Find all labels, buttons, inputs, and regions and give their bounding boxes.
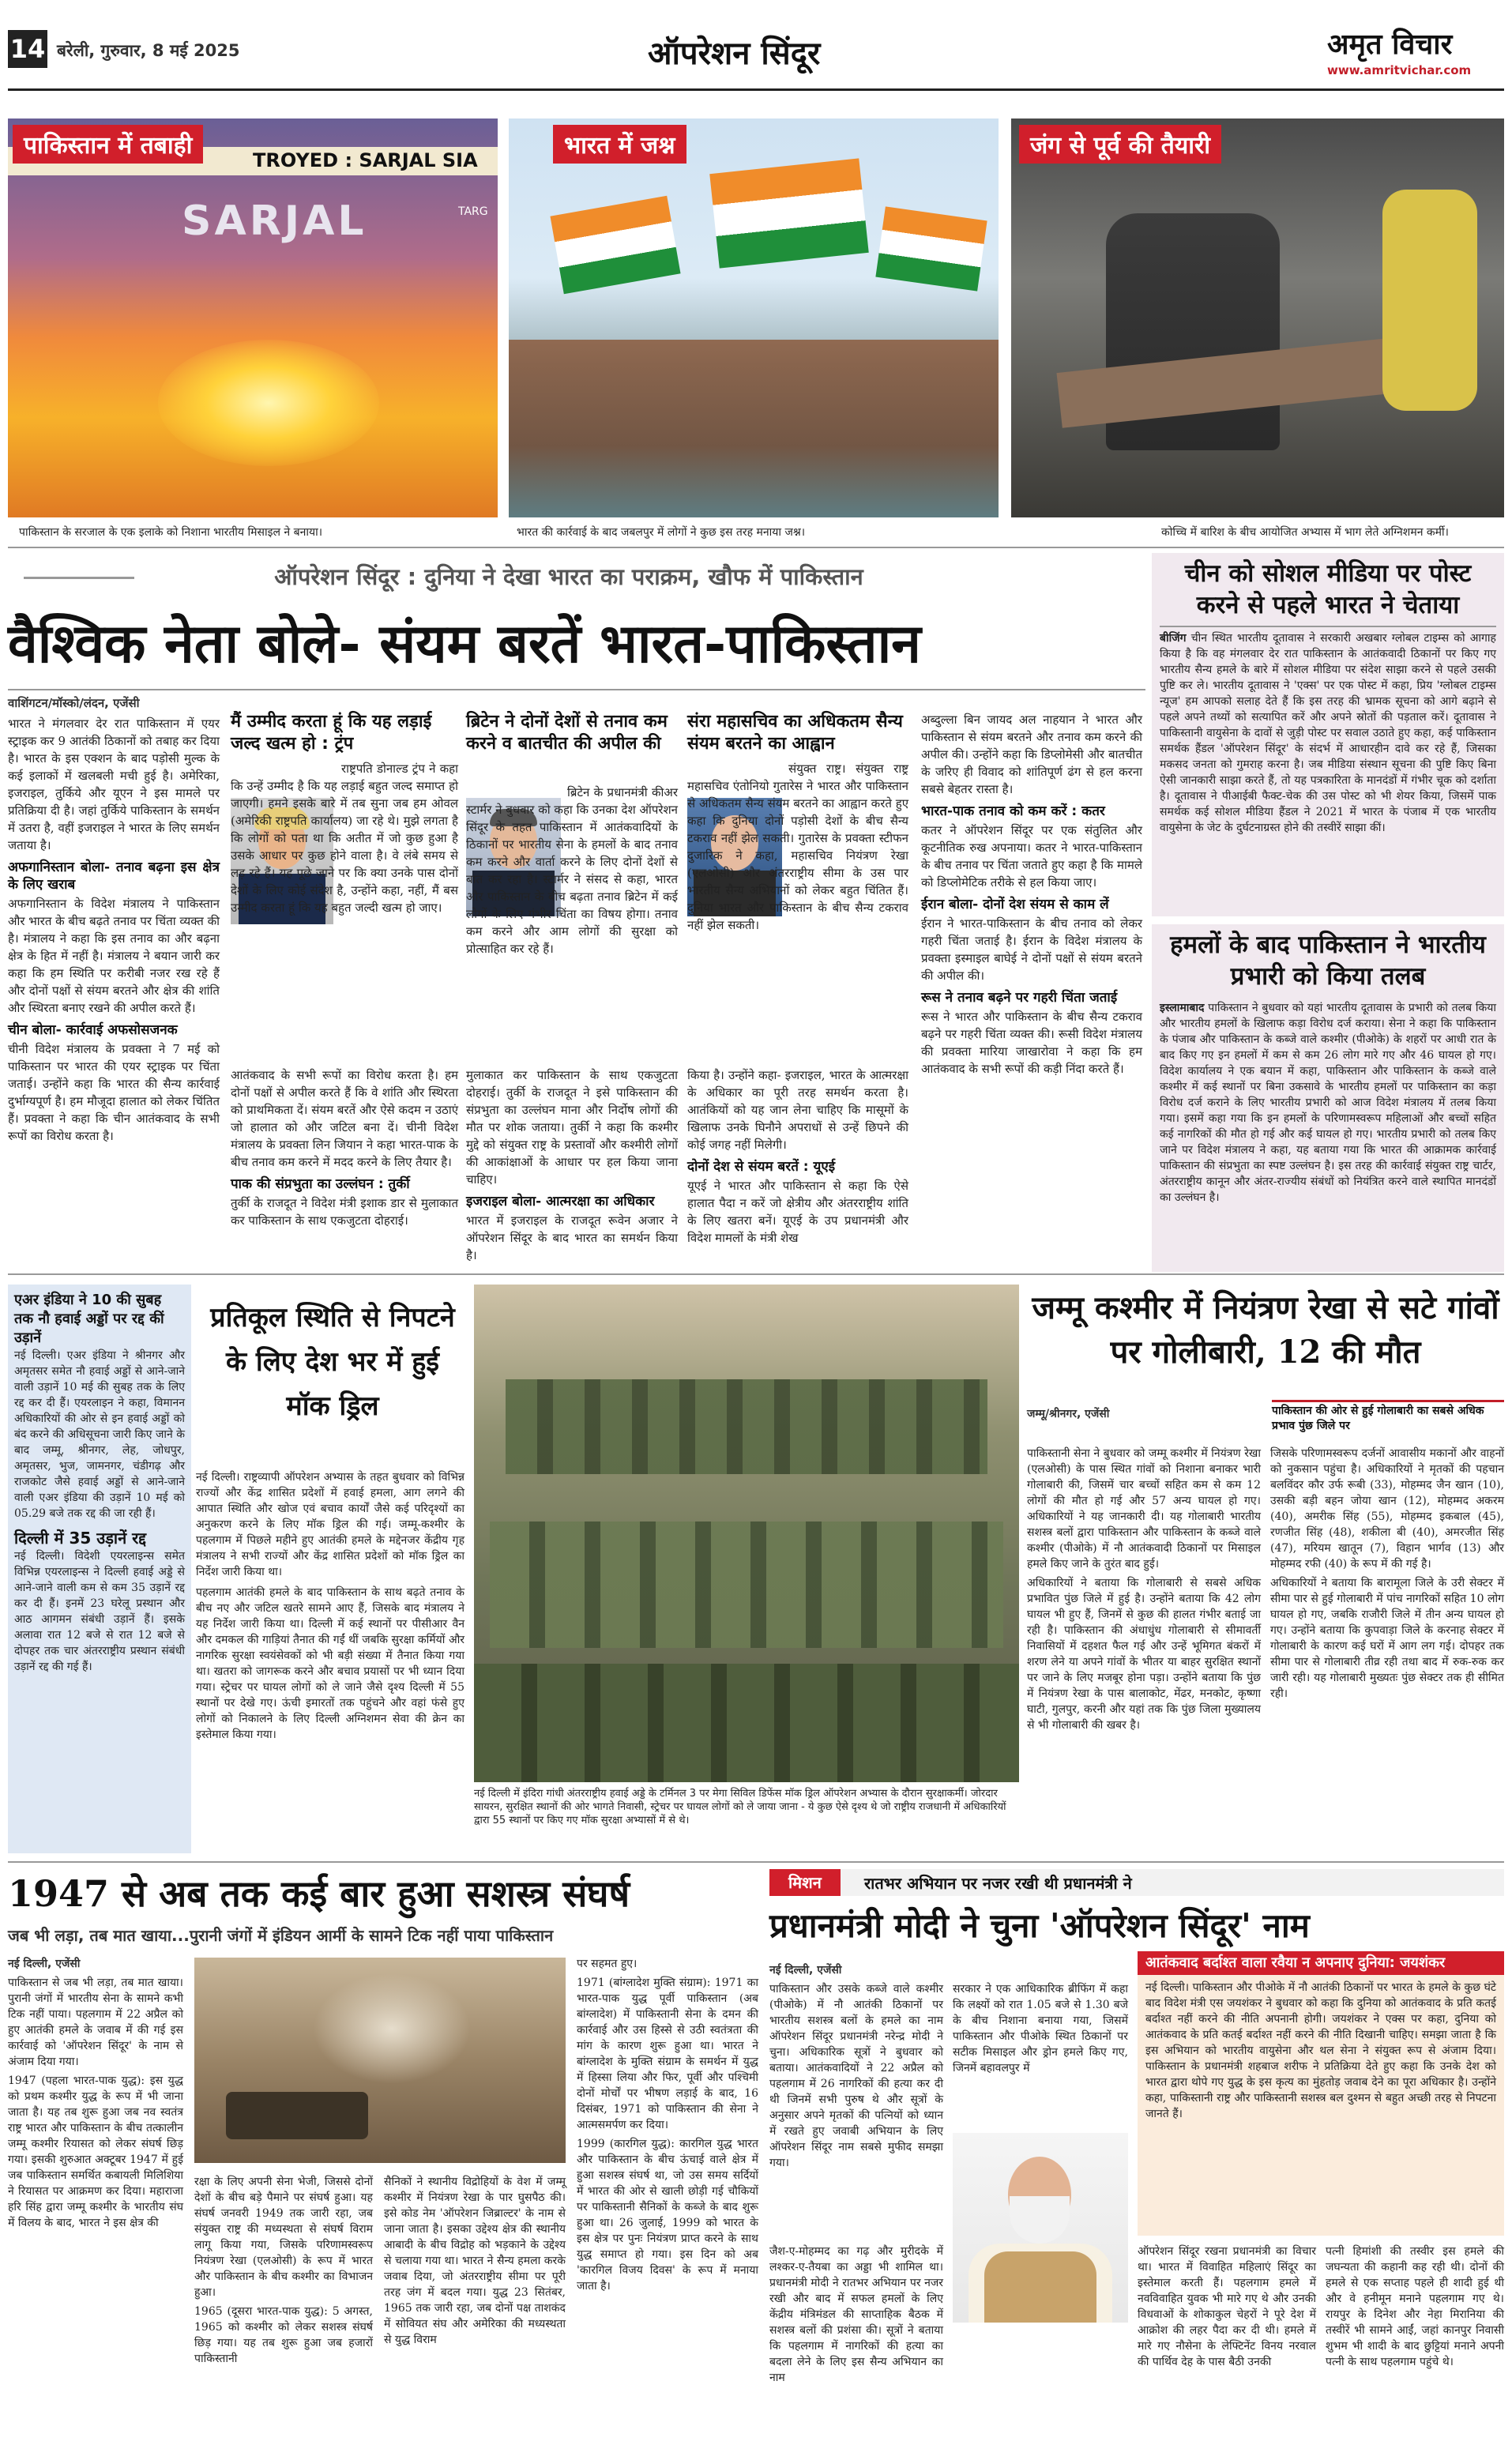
history-headline: 1947 से अब तक कई बार हुआ सशस्त्र संघर्ष [8, 1872, 630, 1915]
overlay-text: TROYED : SARJAL SIA [253, 149, 478, 171]
modi-dateline: नई दिल्ली, एजेंसी [769, 1964, 842, 1977]
modi-kicker: रातभर अभियान पर नजर रखी थी प्रधानमंत्री ने [864, 1874, 1132, 1893]
jk-text2: अधिकारियों ने बताया कि गोलाबारी से सबसे अधिक प्रभावित पुंछ जिले में हुई है। उन्होंने बताया कि 42 लोग घायल भी हुए हैं, जिनमें से कुछ की हालत गंभीर बताई जा रही है। पाकिस्तान की अंधाधुंध गोलाबारी से सीमावर्ती निवासियों में दहशत फैल गई और उन्हें भूमिगत बंकरों में शरण लेने या अपने गांवों के भीतर या बाहर सुरक्षित स्थानों पर जाने के लिए मजबूर होना पड़ा। उन्होंने बताया कि पुंछ में नियंत्रण रेखा के पास बालाकोट, मेंढर, मनकोट, कृष्णा घाटी, गुलपुर, करनी और यहां तक कि पुंछ जिला मुख्यालय से भी गोलाबारी की खबर है। [1027, 1577, 1261, 1732]
rule-bottom [8, 1861, 1504, 1863]
mock-text2: पहलगाम आतंकी हमले के बाद पाकिस्तान के साथ बढ़ते तनाव के बीच नए और जटिल खतरे सामने आए हैं, जिसके बाद मंत्रालय ने यह निर्देश जारी किया था। दिल्ली में कई स्थानों पर पीसीआर वैन और दमकल की गाड़ियां तैनात की गईं थीं जबकि सुरक्षा कर्मियों और नागरिक सुरक्षा स्वयंसेवकों को भी बड़ी संख्या में तैनात किया गया था। खतरा को जागरूक करने और बचाव प्रयासों पर भी ध्यान दिया गया। स्ट्रेचर पर घायल लोगों को ले जाने जैसे दृश्य दिल्ली में 55 स्थानों पर देखे गए। ऊंची इमारतों तक पहुंचने और वहां फंसे हुए लोगों को निकालने के लिए दिल्ली अग्निशमन सेवा की क्रेन का इस्तेमाल किया गया। [196, 1586, 465, 1741]
air-box [8, 1285, 191, 1853]
history-col1-p: पाकिस्तान से जब भी लड़ा, तब मात खाया। पुरानी जंगों में भारतीय सेना के सामने कभी टिक नहीं पाया। पहलगाम में 22 अप्रैल को हुए आतंकी हमले के जवाब में की गई इस कार्रवाई को 'ऑपरेशन सिंदूर' के नाम से अंजाम दिया गया। [8, 1977, 183, 2068]
lead-kicker [142, 559, 995, 596]
strike-glow [158, 340, 379, 466]
china-body [1160, 630, 1496, 912]
lead-b2-col3 [687, 1066, 908, 1245]
rule-under-photos [8, 547, 1504, 548]
history-col2-b: 1965 (दूसरा भारत-पाक युद्ध): 5 अगस्त, 1965 को कश्मीर को लेकर सशस्त्र संघर्ष छिड़ गया। यह तब शुरू हुआ जब हजारों पाकिस्तानी [194, 2305, 373, 2365]
modi-headline: प्रधानमंत्री मोदी ने चुना 'ऑपरेशन सिंदूर' नाम [769, 1906, 1310, 1945]
tag-india-celebration: भारत में जश्न [553, 125, 686, 164]
pak-body [1160, 1000, 1496, 1267]
china-text: चीन स्थित भारतीय दूतावास ने सरकारी अखबार ग्लोबल टाइम्स को आगाह किया है कि वह मंगलवार देर रात पाकिस्तान के आतंकवादी ठिकानों पर किए गए भारतीय सैन्य हमले के बारे में सोशल मीडिया पर संदेश साझा करने से पहले उसकी पुष्टि कर ले। भारतीय दूतावास ने 'एक्स' पर एक पोस्ट में कहा, प्रिय 'ग्लोबल टाइम्स न्यूज' हम आपको सलाह देते हैं कि इस तरह की भ्रामक सूचना को आगे बढ़ाने से पहले अपने तथ्यों को सत्यापित करें और अपने स्रोतों की पड़ताल करें। दूतावास ने पाकिस्तानी वायुसेना के दावों से जुड़ी पोस्ट पर सवाल उठाते हुए कहा, कई पाकिस्तान समर्थक हैंडल 'ऑपरेशन सिंदूर' के संदर्भ में आधारहीन दावे कर रहे हैं, जिसका मकसद जनता को गुमराह करना है। जब मीडिया संस्थान सूचना की पुष्टि किए बिना ऐसी जानकारी साझा करते हैं, तो यह पत्रकारिता के मानदंडों में गंभीर चूक को दर्शाता है। दूतावास ने पीआईबी फैक्ट-चेक की उस पोस्ट को भी शेयर किया, जिसमें पाक समर्थक कई सोशल मीडिया हैंडल ने 2021 में भारत के पंजाब में एक भारतीय वायुसेना के जेट के दुर्घटनाग्रस्त होने की तस्वीरें साझा कीं। [1160, 632, 1496, 834]
jk-side-title: पाकिस्तान की ओर से हुई गोलाबारी का सबसे अधिक प्रभाव पुंछ जिले पर [1272, 1400, 1504, 1434]
history-col2 [194, 2174, 373, 2435]
flag-3 [875, 206, 987, 291]
flag-1 [550, 196, 680, 295]
jk-text1: पाकिस्तानी सेना ने बुधवार को जम्मू कश्मीर में नियंत्रण रेखा (एलओसी) के पास स्थित गांवों को निशाना बनाकर भारी गोलाबारी की, जिसमें चार बच्चों सहित कम से कम 12 लोगों की मौत हो गई और 57 अन्य घायल हो गए। अधिकारियों ने यह जानकारी दी। यह गोलाबारी भारतीय सशस्त्र बलों द्वारा पाकिस्तान और पाकिस्तान के कब्जे वाले कश्मीर (पीओके) में नौ आतंकवादी ठिकानों पर मिसाइल हमले किए जाने के तुरंत बाद हुई। [1027, 1447, 1261, 1570]
history-col2-p: रक्षा के लिए अपनी सेना भेजी, जिससे दोनों देशों के बीच बड़े पैमाने पर संघर्ष हुआ। यह संघर्ष जनवरी 1949 तक जारी रहा, जब संयुक्त राष्ट्र की मध्यस्थता से संघर्ष विराम लागू किया गया, जिसके परिणामस्वरूप नियंत्रण रेखा (एलओसी) के रूप में भारत और पाकिस्तान के बीच कश्मीर का विभाजन हुआ। [194, 2176, 373, 2299]
tag-war-preparation: जंग से पूर्व की तैयारी [1019, 125, 1221, 164]
history-dateline: नई दिल्ली, एजेंसी [8, 1958, 81, 1970]
brand-url: www.amritvichar.com [1327, 63, 1472, 77]
lead-b2-col1-h: पाक की संप्रभुता का उल्लंघन : तुर्की [231, 1176, 410, 1192]
pak-box [1152, 924, 1504, 1272]
photo-jabalpur-celebration [509, 118, 999, 517]
china-place: बीजिंग [1160, 632, 1187, 645]
history-col3-p: सैनिकों ने स्थानीय विद्रोहियों के वेश में जम्मू कश्मीर में नियंत्रण रेखा के पार घुसपैठ की। इसे कोड नेम 'ऑपरेशन जिब्राल्टर' के नाम से जाना जाता है। इसका उद्देश्य क्षेत्र की स्थानीय आबादी के बीच विद्रोह को भड़काने के उद्देश्य से चलाया गया था। भारत ने सैन्य हमला करके जवाब दिया, जो अंतरराष्ट्रीय सीमा पर पूरी तरह जंग में बदल गया। युद्ध 23 सितंबर, 1965 तक जारी रहा, जब दोनों पक्ष ताशकंद में सोवियत संघ और अमेरिका की मध्यस्थता से युद्ध विराम [384, 2176, 566, 2346]
caption-mock: नई दिल्ली में इंदिरा गांधी अंतरराष्ट्रीय हवाई अड्डे के टर्मिनल 3 पर मेगा सिविल डिफेंस मॉक ड्रिल ऑपरेशन अभ्यास के दौरान सुरक्षाकर्मी। जोरदार सायरन, सुरक्षित स्थानों की ओर भागते निवासी, स्ट्रेचर पर घायल लोगों को ले जाया जाना - ये कुछ ऐसे दृश्य थे जो राष्ट्रीय राजधानी में अधिकारियों द्वारा 55 स्थानों पर किए गए मॉक सुरक्षा अभ्यासों में से थे। [474, 1788, 1006, 1826]
modi-tag: मिशन [769, 1869, 841, 1896]
jaishankar-box [1138, 1951, 1504, 2236]
china-rule [1160, 626, 1496, 627]
lead-col1-h2: चीन बोला- कार्रवाई अफसोसजनक [8, 1022, 178, 1038]
mock-text1: नई दिल्ली। राष्ट्रव्यापी ऑपरेशन अभ्यास के तहत बुधवार को विभिन्न राज्यों और केंद्र शासित प्रदेशों में हवाई हमला, आग लगने की आपात स्थिति और खोज एवं बचाव कार्यों जैसे कई परिदृश्यों का अनुकरण करने के लिए मॉक ड्रिल की गई। जम्मू-कश्मीर के पहलगाम में पिछले महीने हुए आतंकी हमले के मद्देनजर केंद्रीय गृह मंत्रालय ने सभी राज्यों और केंद्र शासित प्रदेशों को मॉक ड्रिल का निर्देश जारी किया था। [196, 1471, 465, 1578]
lead-headline: वैश्विक नेता बोले- संयम बरतें भारत-पाकिस्तान [8, 612, 921, 675]
pak-text: पाकिस्तान ने बुधवार को यहां भारतीय दूतावास के प्रभारी को तलब किया और भारतीय हमलों के खिलाफ कड़ा विरोध दर्ज कराया। सेना ने कहा कि पाकिस्तान के पंजाब और पाकिस्तान के कब्जे वाले कश्मीर (पीओके) के शहरों पर आधी रात के बाद किए गए इन हमलों में कम से कम 26 लोग मारे गए और 46 घायल हो गए। विदेश कार्यालय ने एक बयान में कहा, पाकिस्तान और पाकिस्तान के कब्जे वाले कश्मीर में कई स्थानों पर बिना उकसावे के भारतीय हमलों पर पाकिस्तान का कड़ा विरोध दर्ज कराने के लिए भारतीय प्रभारी को आज विदेश मंत्रालय में तलब किया गया। इसमें कहा गया कि इन हमलों के परिणामस्वरूप महिलाओं और बच्चों सहित कई नागरिकों की मौत हो गई और कई घायल हो गए। भारतीय प्रभारी को तलब किए जाने पर विदेश मंत्रालय ने कहा, यह बताया गया कि भारत की आक्रामक कार्रवाई पाकिस्तान की संप्रभुता का स्पष्ट उल्लंघन है। इस तरह की कार्रवाई संयुक्त राष्ट्र चार्टर, अंतरराष्ट्रीय कानून और अंतर-राज्यीय संबंधों को नियंत्रित करने वाले स्थापित मानदंडों का उल्लंघन है। [1160, 1002, 1496, 1204]
jk-dateline: जम्मू/श्रीनगर, एजेंसी [1027, 1408, 1110, 1420]
lead-col5-h1: भारत-पाक तनाव को कम करें : कतर [921, 803, 1105, 819]
lead-col5 [921, 711, 1142, 1224]
rule-lead [8, 689, 1145, 690]
brand-logo: अमृत विचार [1327, 28, 1453, 61]
smoke [313, 1973, 471, 2084]
caption-sarjal: पाकिस्तान के सरजाल के एक इलाके को निशाना भारतीय मिसाइल ने बनाया। [19, 526, 323, 539]
crowd [509, 340, 999, 517]
air-p2: नई दिल्ली। विदेशी एयरलाइन्स समेत विभिन्न एयरलाइन्स ने दिल्ली हवाई अड्डे से आने-जाने वाली कम से कम 35 उड़ानें रद्द कर दी हैं। इनमें 23 घरेलू प्रस्थान और आठ आगमन संबंधी उड़ानें हैं। इसके अलावा रात 12 बजे से रात 12 बजे से दोपहर तक चार अंतरराष्ट्रीय प्रस्थान संबंधी उड़ानें रद्द की गई हैं। [14, 1550, 185, 1673]
soldier-row-1 [506, 1379, 987, 1474]
jk-text3: जिसके परिणामस्वरूप दर्जनों आवासीय मकानों और वाहनों को नुकसान पहुंचा है। अधिकारियों ने मृतकों की पहचान बलविंदर कौर उर्फ रूबी (33), मोहम्मद जैन खान (10), उसकी बड़ी बहन जोया खान (12), मोहम्मद अकरम (40), अमरीक सिंह (55), मोहम्मद इकबाल (45), रणजीत सिंह (48), शकीला बी (40), अमरजीत सिंह (47), मरियम खातून (7), विहान भार्गव (13) और मोहम्मद रफी (40) के रूप में की गई है। [1270, 1447, 1504, 1570]
lead-col5-p4: रूस ने भारत और पाकिस्तान के बीच सैन्य टकराव बढ़ने पर गहरी चिंता व्यक्त की। रूसी विदेश मंत्रालय की प्रवक्ता मारिया जाखारोवा ने कहा कि हम आतंकवाद के सभी रूपों की कड़ी निंदा करते हैं। [921, 1010, 1142, 1076]
history-col4-b: 1971 (बांग्लादेश मुक्ति संग्राम): 1971 का भारत-पाक युद्ध पूर्वी पाकिस्तान (अब बांग्लादेश) में पाकिस्तानी सेना के दमन की कार्रवाई और उस हिस्से से उठी स्वतंत्रता की मांग के कारण शुरू हुआ था। भारत ने बांग्लादेश के मुक्ति संग्राम के समर्थन में युद्ध में हिस्सा लिया और फिर, पूर्वी और पश्चिमी दोनों मोर्चों पर भीषण लड़ाई के बाद, 16 दिसंबर, 1971 को पाकिस्तान की सेना ने आत्मसमर्पण कर दिया। [577, 1977, 758, 2131]
jacket [984, 2251, 1096, 2323]
china-box [1152, 553, 1504, 916]
air-h1: एअर इंडिया ने 10 की सुबह तक नौ हवाई अड्डों पर रद्द कीं उड़ानें [14, 1292, 164, 1346]
photo-modi [953, 2133, 1128, 2323]
lead-b2-col1 [231, 1066, 458, 1228]
modi-col5: पत्नी हिमांशी की तस्वीर इस हमले की जघन्यता की कहानी कह रही थी। दोनों की हमले से एक सप्ताह पहले ही शादी हुई थी और वे हनीमून मनाने पहलगाम गए थे। रायपुर के दिनेश और नेहा मिरानिया की तस्वीरें भी सामने आईं, जहां कानपुर निवासी शुभम भी शादी के बाद छुट्टियां मनाने अपनी पत्नी के साथ पहलगाम पहुंचे थे। [1326, 2245, 1504, 2368]
air-h2: दिल्ली में 35 उड़ानें रद्द [14, 1529, 147, 1548]
lead-b2-col1-p: आतंकवाद के सभी रूपों का विरोध करता है। हम दोनों पक्षों से अपील करते हैं कि वे शांति और स्थिरता को प्राथमिकता दें। संयम बरतें और ऐसे कदम न उठाएं जो हालात को और जटिल बना दें। चीनी विदेश मंत्रालय के प्रवक्ता लिन जियान ने कहा भारत-पाक के बीच तनाव कम करने में मदद करने के लिए तैयार है। [231, 1068, 458, 1169]
pak-headline: हमलों के बाद पाकिस्तान ने भारतीय प्रभारी को किया तलब [1170, 931, 1486, 991]
jk-text4: अधिकारियों ने बताया कि बारामूला जिले के उरी सेक्टर में सीमा पार से हुई गोलाबारी में पांच नागरिकों सहित 10 लोग घायल हो गए, जबकि राजौरी जिले में तीन अन्य घायल हो गए। उन्होंने बताया कि कुपवाड़ा जिले के करनाह सेक्टर में गोलाबारी के कारण कई घरों में आग लग गई। दोपहर तक सीमा पार से गोलाबारी तीव्र रही तथा बाद में रुक-रुक कर जारी रही। यह गोलाबारी मुख्यतः पुंछ सेक्टर तक ही सीमित रही। [1270, 1577, 1504, 1700]
lead-b2-col3-h: दोनों देश से संयम बरतें : यूएई [687, 1159, 836, 1175]
lead-b2-col1-p2: तुर्की के राजदूत ने विदेश मंत्री इशाक डार से मुलाकात कर पाकिस्तान के साथ एकजुटता दोहराई। [231, 1196, 458, 1228]
overlay-sarjal: SARJAL [182, 197, 367, 245]
kicker-line-left [24, 577, 134, 579]
photo-kochi-drill [1011, 118, 1504, 517]
rule-mid [8, 1273, 1504, 1275]
lead-kicker-text: ऑपरेशन सिंदूर : दुनिया ने देखा भारत का पराक्रम, खौफ में पाकिस्तान [274, 563, 863, 590]
china-headline: चीन को सोशल मीडिया पर पोस्ट करने से पहले भारत ने चेताया [1184, 559, 1472, 619]
jaishankar-text: नई दिल्ली। पाकिस्तान और पीओके में नौ आतंकी ठिकानों पर भारत के हमले के कुछ घंटे बाद विदेश मंत्री एस जयशंकर ने बुधवार को कहा कि दुनिया को आतंकवाद के प्रति कतई बर्दाश्त नहीं करने की नीति अपनानी होगी। जयशंकर ने एक्स पर कहा, दुनिया को आतंकवाद के प्रति कतई बर्दाश्त नहीं करने की नीति दिखानी चाहिए। समझा जाता है कि इस अभियान को भारतीय वायुसेना और थल सेना ने संयुक्त रूप से अंजाम दिया। पाकिस्तान के प्रधानमंत्री शहबाज शरीफ ने प्रतिक्रिया देते हुए कहा कि उनके देश को भारत द्वारा थोपे गए युद्ध के इस कृत्य का मुंहतोड़ जवाब देने का पूरा अधिकार है। उन्होंने कहा, पाकिस्तानी राष्ट्र और पाकिस्तानी सशस्त्र बल दुश्मन से बहुत अच्छी तरह से निपटना जानते हैं। [1145, 1981, 1496, 2120]
soldier-row-2 [490, 1522, 1003, 1648]
lead-col1-p2: अफगानिस्तान के विदेश मंत्रालय ने पाकिस्तान और भारत के बीच बढ़ते तनाव पर चिंता व्यक्त की है। मंत्रालय ने कहा कि इस तनाव का और बढ़ना क्षेत्र के हित में नहीं है। मंत्रालय ने बयान जारी कर कहा कि हम स्थिति पर करीबी नजर रख रहे हैं और दोनों पक्षों से संयम बरतने और क्षेत्र की शांति और स्थिरता बनाए रखने की अपील करते हैं। [8, 897, 220, 1015]
mock-headline: प्रतिकूल स्थिति से निपटने के लिए देश भर में हुई मॉक ड्रिल [210, 1302, 455, 1422]
mock-body [196, 1469, 465, 1856]
rescuer-right [1382, 190, 1477, 411]
trump-head: मैं उम्मीद करता हूं कि यह लड़ाई जल्द खत्म हो : ट्रंप [231, 712, 432, 754]
lead-b2-col2 [466, 1066, 678, 1262]
uk-box [466, 711, 678, 1059]
photo-mock-drill [474, 1285, 1019, 1782]
history-col1 [8, 1975, 183, 2433]
air-p1: नई दिल्ली। एअर इंडिया ने श्रीनगर और अमृतसर समेत नौ हवाई अड्डों से आने-जाने वाली उड़ानें 10 मई की सुबह तक के लिए रद्द कर दी हैं। एयरलाइन ने कहा, विमानन अधिकारियों की ओर से इन हवाई अड्डों को बंद करने की अधिसूचना जारी किए जाने के बाद जम्मू, श्रीनगर, लेह, जोधपुर, अमृतसर, भुज, जामनगर, चंडीगढ़ और राजकोट जैसे हवाई अड्डों से आने-जाने वाली एअर इंडिया की उड़ानें 10 मई को 05.29 बजे तक रद्द की जा रही हैं। [14, 1349, 185, 1520]
photo-sarjal-strike [8, 118, 498, 517]
trump-text: राष्ट्रपति डोनाल्ड ट्रंप ने कहा कि उन्हें उम्मीद है कि यह लड़ाई बहुत जल्द समाप्त हो जाएगी। हमने इसके बारे में तब सुना जब हम ओवल (अमेरिकी राष्ट्रपति कार्यालय) जा रहे थे। मुझे लगता है कि लोगों को पता था कि अतीत में जो कुछ हुआ है उसके आधार पर कुछ होने वाला है। वे लंबे समय से लड़ रहे हैं। यह पूछे जाने पर कि क्या उनके पास दोनों देशों के लिए कोई संदेश है, उन्होंने कहा, नहीं, मैं बस उम्मीद करता हूं कि यह बहुत जल्दी खत्म हो जाए। [231, 762, 458, 915]
history-col4-c: 1999 (कारगिल युद्ध): कारगिल युद्ध भारत और पाकिस्तान के बीच ऊंचाई वाले क्षेत्र में हुआ सशस्त्र संघर्ष था, जो उस समय सर्दियों में भारत की ओर से खाली छोड़ी गई चौकियों पर पाकिस्तानी सैनिकों के कब्जे के बाद शुरू हुआ था। 26 जुलाई, 1999 को भारत के इस क्षेत्र पर पुनः नियंत्रण प्राप्त करने के साथ युद्ध समाप्त हो गया। इस दिन को अब 'कारगिल विजय दिवस' के रूप में मनाया जाता है। [577, 2138, 758, 2293]
lead-dateline: वाशिंगटन/मॉस्को/लंदन, एजेंसी [8, 696, 140, 710]
history-col4 [577, 1956, 758, 2435]
lead-b2-col2-p: मुलाकात कर पाकिस्तान के साथ एकजुटता दोहराई। तुर्की के राजदूत ने इसे पाकिस्तान की संप्रभुता का उल्लंघन माना और निर्दोष लोगों की मौत पर शोक जताया। तुर्की ने कहा कि कश्मीर मुद्दे को संयुक्त राष्ट्र के प्रस्तावों और कश्मीरी लोगों की आकांक्षाओं के आधार पर हल किया जाना चाहिए। [466, 1068, 678, 1187]
modi-col2: सरकार ने एक आधिकारिक ब्रीफिंग में कहा कि लक्ष्यों को रात 1.05 बजे से 1.30 बजे के बीच निशाना बनाया गया, जिसमें पाकिस्तान और पीओके स्थित ठिकानों पर सटीक मिसाइल और ड्रोन हमले किए गए, जिनमें बहावलपुर में [953, 1983, 1128, 2074]
pak-place: इस्लामाबाद [1160, 1002, 1205, 1014]
modi-col1: पाकिस्तान और उसके कब्जे वाले कश्मीर (पीओके) में नौ आतंकी ठिकानों पर भारतीय सशस्त्र बलों के हमले का नाम ऑपरेशन सिंदूर प्रधानमंत्री नरेन्द्र मोदी ने चुना। अधिकारिक सूत्रों ने बुधवार को बताया। आतंकवादियों ने 22 अप्रैल को पहलगाम में 26 नागरिकों की हत्या कर दी थी जिनमें सभी पुरुष थे और सूत्रों के अनुसार अपने मृतकों की पत्नियों को ध्यान में रखते हुए जवाबी अभियान के लिए ऑपरेशन सिंदूर नाम सबसे मुफीद समझा गया। [769, 1983, 943, 2169]
overlay-targ: TARG [458, 205, 488, 218]
history-col1-b: 1947 (पहला भारत-पाक युद्ध): इस युद्ध को प्रथम कश्मीर युद्ध के रूप में भी जाना जाता है। यह तब शुरू हुआ जब नव स्वतंत्र राष्ट्र भारत और पाकिस्तान के बीच तत्कालीन जम्मू कश्मीर रियासत को लेकर संघर्ष छिड़ गया। इसकी शुरुआत अक्टूबर 1947 में हुई जब पाकिस्तान समर्थित कबायली मिलिशिया ने रियासत पर आक्रमण कर दिया। महाराजा हरि सिंह द्वारा जम्मू कश्मीर के भारतीय संघ में विलय के बाद, भारत ने इस क्षेत्र की [8, 2074, 183, 2229]
lead-col1-h1: अफगानिस्तान बोला- तनाव बढ़ना इस क्षेत्र के लिए खराब [8, 860, 220, 893]
jaishankar-title: आतंकवाद बर्दाश्त वाला रवैया न अपनाए दुनिया: जयशंकर [1138, 1951, 1504, 1975]
flag-2 [709, 158, 869, 268]
page-number: 14 [8, 30, 47, 68]
lead-b2-col2-p2: भारत में इजराइल के राजदूत रूवेन अजार ने ऑपरेशन सिंदूर के बाद भारत का समर्थन किया है। [466, 1213, 678, 1262]
lead-col5-h2: ईरान बोला- दोनों देश संयम से काम लें [921, 897, 1109, 912]
history-kicker: जब भी लड़ा, तब मात खाया...पुरानी जंगों में इंडियन आर्मी के सामने टिक नहीं पाया पाकिस्तान [8, 1926, 554, 1945]
jk-headline: जम्मू कश्मीर में नियंत्रण रेखा से सटे गांवों पर गोलीबारी, 12 की मौत [1032, 1289, 1499, 1371]
modi-col3: जैश-ए-मोहम्मद का गढ़ और मुरीदके में लश्कर-ए-तैयबा का अड्डा भी शामिल था। प्रधानमंत्री मोदी ने रातभर अभियान पर नजर रखी और बाद में सफल हमलों के लिए केंद्रीय मंत्रिमंडल की साप्ताहिक बैठक में सशस्त्र बलों की प्रशंसा की। सूत्रों ने बताया कि पहलगाम में नागरिकों की हत्या का बदला लेने के लिए इस सैन्य अभियान का नाम [769, 2245, 943, 2384]
dateline: बरेली, गुरुवार, 8 मई 2025 [57, 41, 240, 60]
masthead [0, 0, 1512, 79]
lead-col5-h3: रूस ने तनाव बढ़ने पर गहरी चिंता जताई [921, 990, 1118, 1006]
un-text: संयुक्त राष्ट्र। संयुक्त राष्ट्र महासचिव एंतोनियो गुतारेस ने भारत और पाकिस्तान से अधिकतम सैन्य संयम बरतने का आह्वान करते हुए कहा कि दुनिया दोनों पड़ोसी देशों के बीच सैन्य टकराव नहीं झेल सकती। गुतारेस के प्रवक्ता स्टीफन दुजारिक ने कहा, महासचिव नियंत्रण रेखा (एलओसी) और अंतरराष्ट्रीय सीमा के उस पार भारतीय सैन्य अभियानों को लेकर बहुत चिंतित हैं। दुनिया भारत और पाकिस्तान के बीच सैन्य टकराव नहीं झेल सकती। [687, 762, 908, 932]
modi-col4: ऑपरेशन सिंदूर रखना प्रधानमंत्री का विचार था। भारत में विवाहित महिलाएं सिंदूर का इस्तेमाल करती हैं। पहलगाम हमले में नवविवाहित युवक भी मारे गए थे और उनकी विधवाओं के शोकाकुल चेहरों ने पूरे देश में आक्रोश की लहर पैदा कर दी थी। हमले में मारे गए नौसेना के लेफ्टिनेंट विनय नरवाल की पार्थिव देह के पास बैठी उनकी [1138, 2245, 1316, 2368]
lead-col5-p1: अब्दुल्ला बिन जायद अल नाहयान ने भारत और पाकिस्तान से संयम बरतने और तनाव कम करने की अपील की। उन्होंने कहा कि डिप्लोमेसी और बातचीत के जरिए ही विवाद को शांतिपूर्ण ढंग से हल करना सबसे बेहतर रास्ता है। [921, 713, 1142, 796]
history-col4-p: पर सहमत हुए। [577, 1958, 638, 1970]
lead-b2-col2-h: इजराइल बोला- आत्मरक्षा का अधिकार [466, 1194, 655, 1209]
caption-jabalpur: भारत की कार्रवाई के बाद जबलपुर में लोगों ने कुछ इस तरह मनाया जश्न। [517, 526, 806, 539]
lead-col1-p3: चीनी विदेश मंत्रालय के प्रवक्ता ने 7 मई को पाकिस्तान पर भारत की एयर स्ट्राइक पर चिंता जताई। उन्होंने कहा कि भारत की सैन्य कार्रवाई दुर्भाग्यपूर्ण है। हम मौजूदा हालात को लेकर चिंतित हैं। प्रवक्ता ने कहा कि चीन आतंकवाद के सभी रूपों का विरोध करता है। [8, 1042, 220, 1143]
jk-col1 [1027, 1446, 1261, 1856]
soldier-row-3 [474, 1664, 1019, 1782]
masthead-rule [8, 88, 1504, 91]
history-col3 [384, 2174, 566, 2435]
lead-col1 [8, 715, 220, 1228]
jk-col2 [1270, 1446, 1504, 1856]
uk-head: ब्रिटेन ने दोनों देशों से तनाव कम करने व बातचीत की अपील की [466, 712, 668, 754]
photo-history-war [194, 1958, 566, 2163]
trump-box [231, 711, 458, 1059]
lead-col5-p3: ईरान ने भारत-पाकिस्तान के बीच तनाव को लेकर गहरी चिंता जताई है। ईरान के विदेश मंत्रालय के प्रवक्ता इस्माइल बाघेई ने दोनों पक्षों से संयम बरतने की अपील की। [921, 916, 1142, 983]
lead-col5-p2: कतर ने ऑपरेशन सिंदूर पर एक संतुलित और कूटनीतिक रुख अपनाया। कतर ने भारत-पाकिस्तान के बीच तनाव पर चिंता जताते हुए कहा है कि मामले को डिप्लोमेटिक तरीके से हल किया जाए। [921, 823, 1142, 890]
section-title: ऑपरेशन सिंदूर [648, 36, 821, 72]
uk-text: ब्रिटेन के प्रधानमंत्री कीअर स्टार्मर ने बुधवार को कहा कि उनका देश ऑपरेशन सिंदूर के तहत पाकिस्तान में आतंकवादियों के ठिकानों पर भारतीय सेना के हमलों के बाद तनाव कम करने और वार्ता करने के लिए दोनों देशों से बात कर रहा है। स्टार्मर ने संसद से कहा, भारत और पाकिस्तान के बीच बढ़ता तनाव ब्रिटेन में कई लोगों के लिए गंभीर चिंता का विषय होगा। तनाव कम करने और आम लोगों की सुरक्षा को प्रोत्साहित कर रहे हैं। [466, 785, 678, 956]
caption-kochi: कोच्चि में बारिश के बीच आयोजित अभ्यास में भाग लेते अग्निशमन कर्मी। [1161, 526, 1449, 539]
lead-col1-p1: भारत ने मंगलवार देर रात पाकिस्तान में एयर स्ट्राइक कर 9 आतंकी ठिकानों को तबाह कर दिया है। भारत के इस एक्शन के बाद पड़ोसी मुल्क के कई इलाकों में खलबली मची हुई है। अमेरिका, इजराइल, तुर्किये और यूएन ने इस मामले पर प्रतिक्रिया दी है। जहां तुर्किये पाकिस्तान के समर्थन में उतरा है, वहीं इजराइल ने भारत के लिए समर्थन जताया है। [8, 717, 220, 852]
un-head: संरा महासचिव का अधिकतम सैन्य संयम बरतने का आह्वान [687, 712, 903, 754]
un-box [687, 711, 908, 1059]
lead-b2-col3-p2: यूएई ने भारत और पाकिस्तान से कहा कि ऐसे हालात पैदा न करें जो क्षेत्रीय और अंतरराष्ट्रीय शांति के लिए खतरा बनें। यूएई के उप प्रधानमंत्री और विदेश मामलों के मंत्री शेख [687, 1179, 908, 1245]
modi-kicker-bar [769, 1869, 1504, 1896]
lead-b2-col3-p: किया है। उन्होंने कहा- इजराइल, भारत के आत्मरक्षा के अधिकार का पूरी तरह समर्थन करता है। आतंकियों को यह जान लेना चाहिए कि मासूमों के खिलाफ उनके घिनौने अपराधों से उन्हें छिपने की कोई जगह नहीं मिलेगी। [687, 1068, 908, 1152]
tank [226, 2092, 368, 2139]
beard [1010, 2196, 1070, 2244]
air-inner [14, 1291, 185, 1847]
tag-pakistan-destruction: पाकिस्तान में तबाही [13, 125, 203, 164]
